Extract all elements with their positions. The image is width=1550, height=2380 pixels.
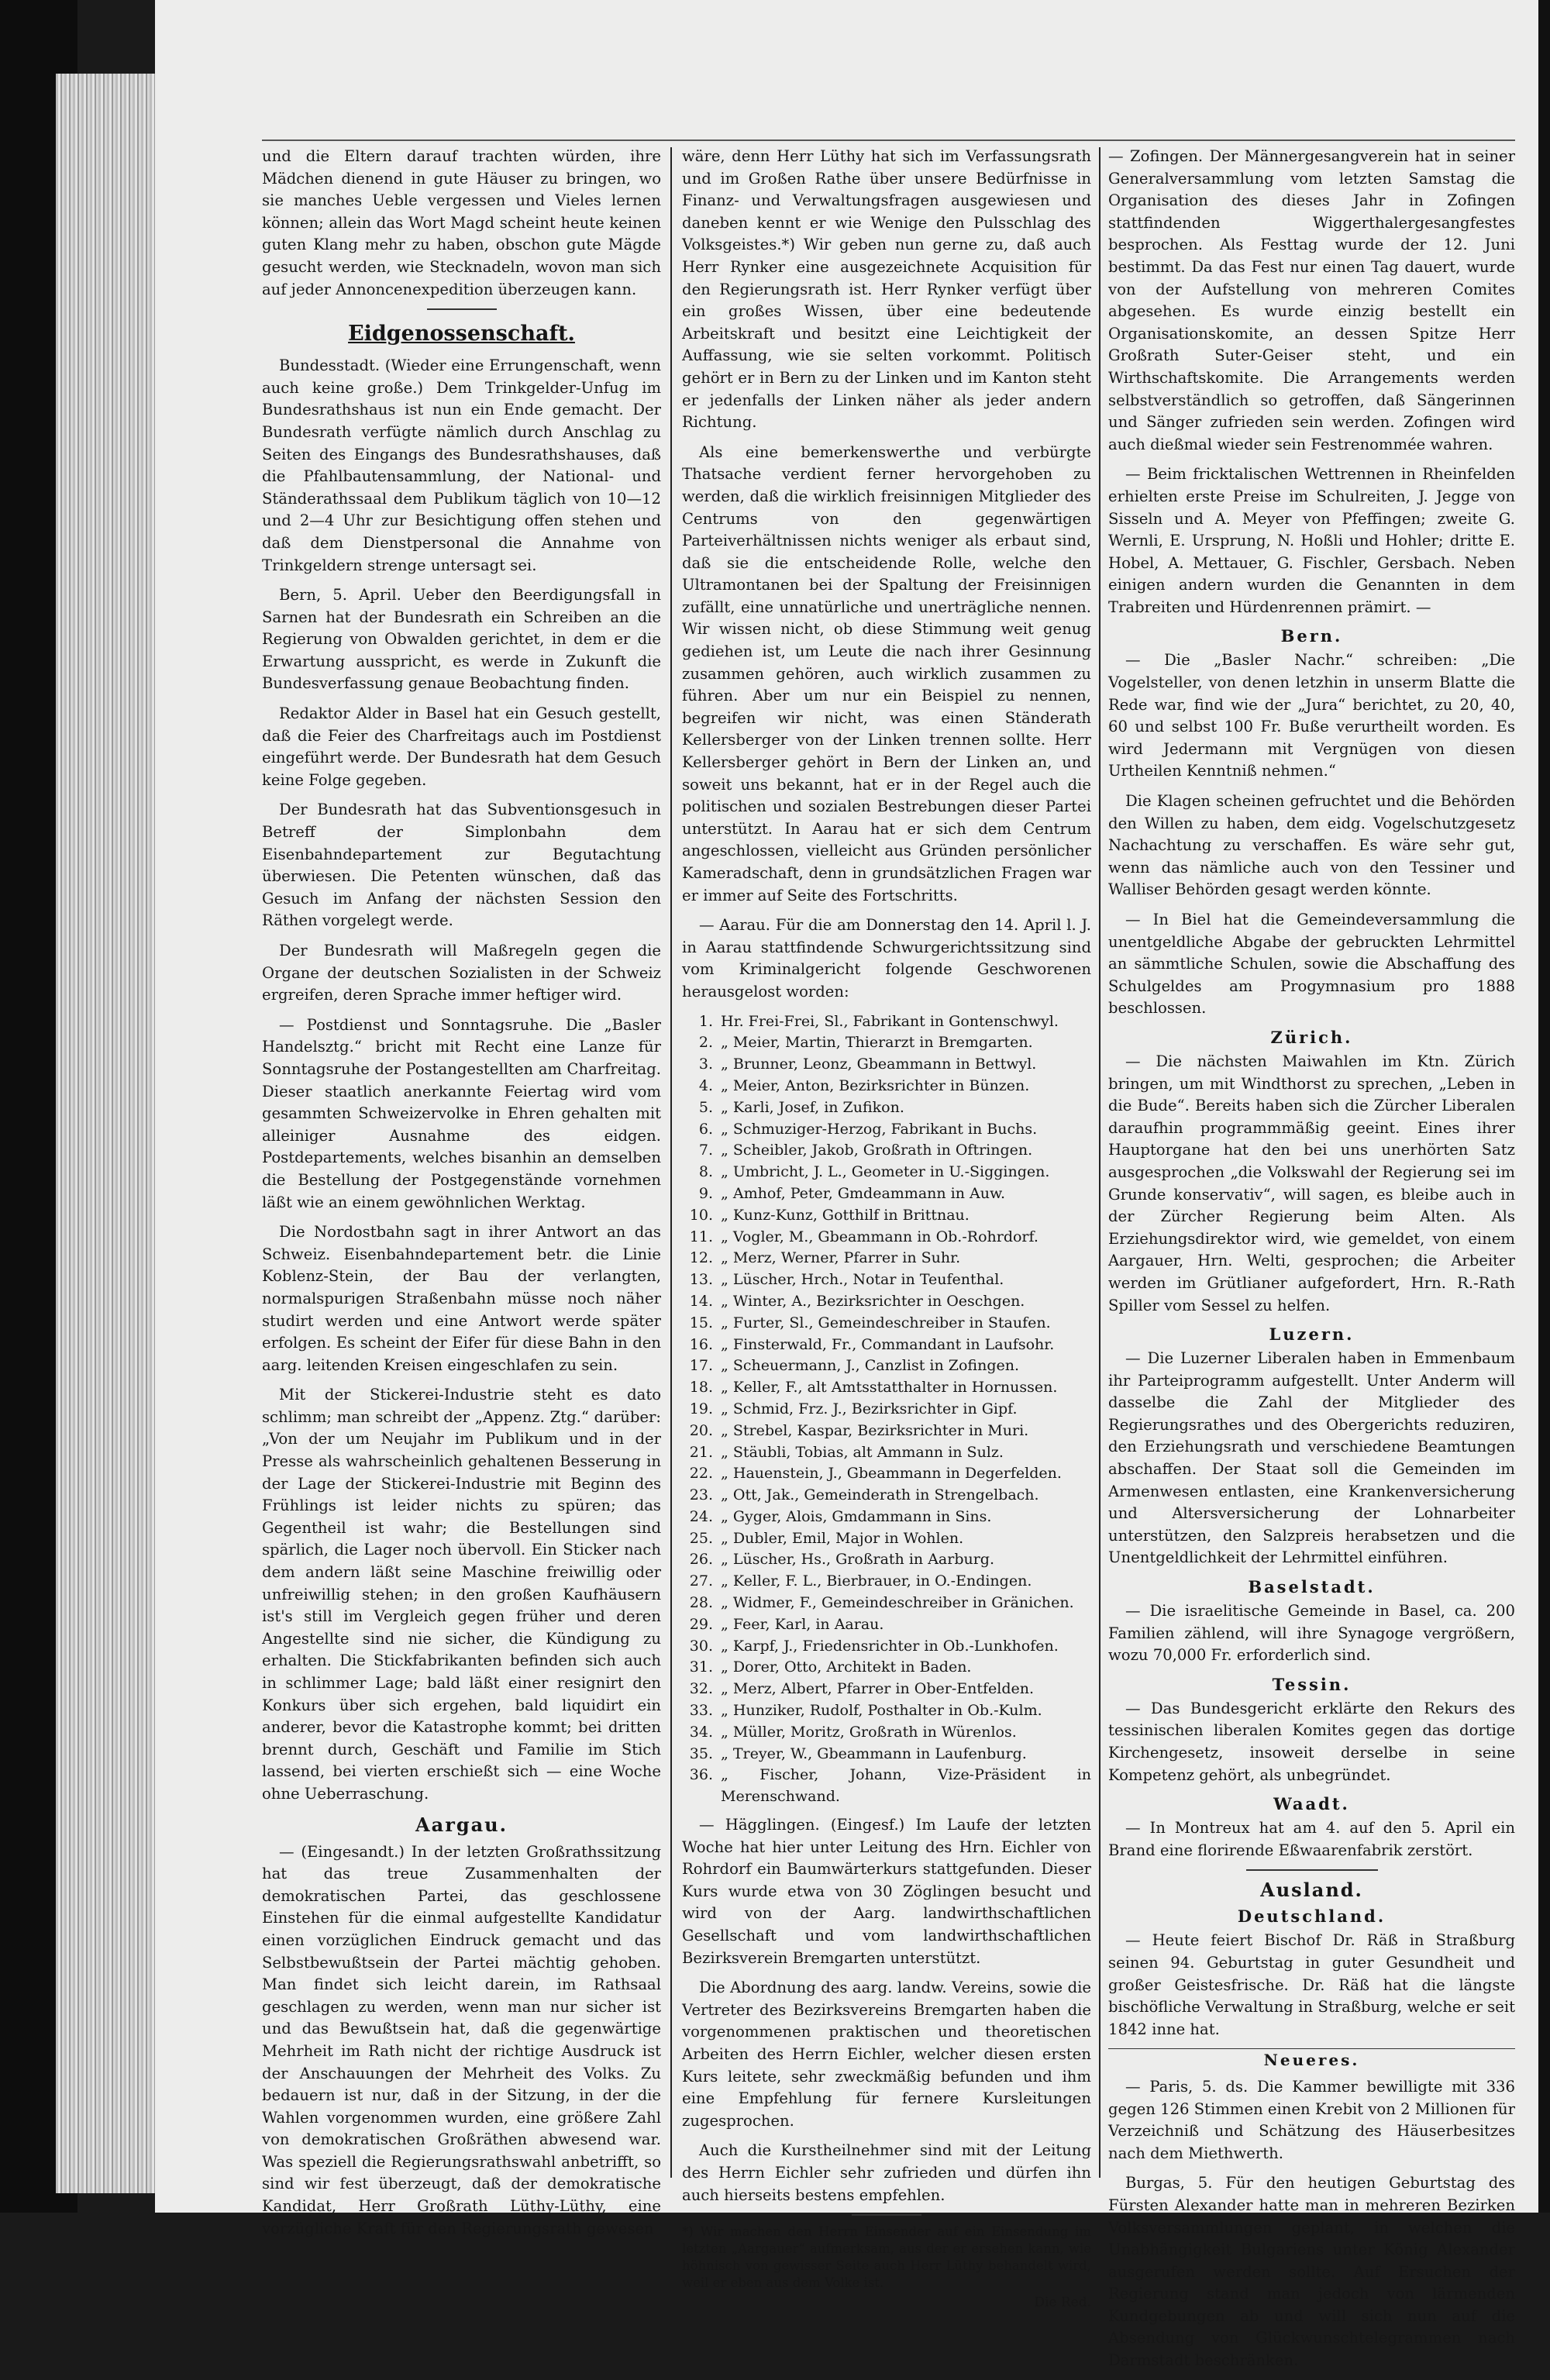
article-zofingen: — Zofingen. Der Männergesangverein hat in seiner Generalversammlung vom letzten Samstag die Organisation des dieses Jahr in Zofingen stattfindenden Wiggerthalergesangfestes besprochen. Als Festtag wurde der 12. Juni bestimmt. Da das Fest nur einen Tag dauert, wurde von der Aufstellung von mehreren Comites abgesehen. Es wurde einzig bestellt ein Organisationskomite, an dessen Spitze Herr Großrath Suter-Geiser steht, und ein Wirthschaftskomite. Die Arrangements werden selbstverständlich so getroffen, daß Sängerinnen und Sänger zufrieden sein werden. Zofingen wird auch dießmal wieder sein Festrenommée wahren.	[1108, 147, 1515, 453]
juror-number: 10.	[689, 1206, 713, 1224]
juror-name: „ Merz, Werner, Pfarrer in Suhr.	[721, 1249, 961, 1267]
juror-name: „ Kunz-Kunz, Gotthilf in Brittnau.	[721, 1206, 970, 1224]
juror-name: „ Finsterwald, Fr., Commandant in Laufsohr.	[721, 1335, 1055, 1353]
article-aarau: — Aarau. Für die am Donnerstag den 14. April l. J. in Aarau stattfindende Schwurgerichtssitzung sind vom Kriminalgericht folgende Geschworenen herausgelost worden:	[682, 916, 1091, 1001]
juror-name: „ Fischer, Johann, Vize-Präsident in Merenschwand.	[721, 1766, 1091, 1806]
juror-number: 5.	[698, 1098, 713, 1116]
column-rule-2	[1099, 147, 1100, 2178]
footnote: *) Wir machen den Herrn Einsender auf ein Einsendung im letzten „Aargauer“ aufmerksam, aus der er ersehen kann, wie höhnisch von gewisser Seite auch Herr Lüthy behandelt wird, weil er eben aus dem Volke ist.	[682, 2224, 1091, 2291]
juror-name: „ Meier, Martin, Thierarzt in Bremgarten.	[721, 1034, 1033, 1052]
juror-entry	[682, 1162, 1091, 1183]
column-3	[1108, 146, 1515, 2380]
column-rule-1	[670, 147, 672, 2178]
section-heading-zurich: Zürich.	[1270, 1027, 1353, 1047]
juror-name: „ Karli, Josef, in Zufikon.	[721, 1098, 904, 1116]
article-wettrennen: — Beim fricktalischen Wettrennen in Rheinfelden erhielten erste Preise im Schulreiten, J. Jegge von Sisseln und A. Meyer von Pfeffingen; zweite G. Wernli, E. Ursprung, N. Hoßli und Hohler; dritte E. Hobel, A. Mettauer, G. Fischler, Gersbach. Neben einigen andern wurden die Genannten in dem Trabreiten und Hürdenrennen prämirt. —	[1108, 465, 1515, 616]
juror-name: „ Lüscher, Hs., Großrath in Aarburg.	[721, 1551, 995, 1569]
juror-name: „ Feer, Karl, in Aarau.	[721, 1615, 884, 1633]
column-1	[262, 146, 661, 2247]
article-intro: und die Eltern darauf trachten würden, ihre Mädchen dienend in gute Häuser zu bringen, wo sie manches Ueble vergessen und Vieles lernen können; allein das Wort Magd scheint heute keinen guten Klang mehr zu haben, obschon gute Mägde gesucht werden, wie Stecknadeln, wovon man sich auf jeder Annoncenexpedition überzeugen kann.	[262, 147, 661, 298]
juror-entry	[682, 1205, 1091, 1227]
article-eingesandt: — (Eingesandt.) In der letzten Großrathssitzung hat das treue Zusammenhalten der demokratischen Partei, das geschlossene Einstehen für die einmal aufgestellte Kandidatur einen vorzüglichen Eindruck gemacht und das Selbstbewußtsein der Partei mächtig gehoben. Man findet sich leicht darein, im Rathsaal geschlagen zu werden, wenn man nur sicher ist und das Bewußtsein hat, daß die gegenwärtige Mehrheit im Rath nicht der richtige Ausdruck ist der Anschauungen der Mehrheit des Volks. Zu bedauern ist nur, daß in der Sitzung, in der die Wahlen vorgenommen wurden, eine größere Zahl von demokratischen Großräthen abwesend war. Was speziell die Regierungsrathswahl anbetrifft, so sind wir fest überzeugt, daß der demokratische Kandidat, Herr Großrath Lüthy-Lüthy, eine vorzügliche Kraft für den Regierungsrath gewesen	[262, 1842, 661, 2237]
juror-number: 17.	[689, 1357, 713, 1375]
juror-number: 26.	[689, 1551, 713, 1569]
juror-entry	[682, 1614, 1091, 1636]
article-abordnung: Die Abordnung des aarg. landw. Vereins, sowie die Vertreter des Bezirksvereins Bremgarten haben die vorgenommenen praktischen und theoretischen Arbeiten des Herrn Eichler, welcher diesen ersten Kurs leitete, sehr zweckmäßig befunden und ihm eine Empfehlung für fernere Kursleitungen zugesprochen.	[682, 1979, 1091, 2130]
juror-entry	[682, 1011, 1091, 1033]
juror-name: „ Scheuermann, J., Canzlist in Zofingen.	[721, 1357, 1020, 1375]
article-hagglingen: — Hägglingen. (Eingesf.) Im Laufe der letzten Woche hat hier unter Leitung des Hrn. Eichler von Rohrdorf ein Baumwärterkurs stattgefunden. Dieser Kurs wurde etwa von 30 Zöglingen besucht und wird von der Aarg. landwirthschaftlichen Gesellschaft und vom landwirthschaftlichen Bezirksverein Bremgarten unterstützt.	[682, 1816, 1091, 1967]
juror-name: „ Treyer, W., Gbeammann in Laufenburg.	[721, 1745, 1027, 1762]
juror-name: „ Gyger, Alois, Gmdammann in Sins.	[721, 1507, 992, 1525]
column-2	[682, 146, 1091, 2314]
juror-number: 20.	[689, 1421, 713, 1439]
juror-number: 12.	[689, 1249, 713, 1267]
juror-entry	[682, 1269, 1091, 1291]
juror-entry	[682, 1700, 1091, 1722]
section-heading-eidgenossenschaft: Eidgenossenschaft.	[348, 322, 575, 346]
juror-name: „ Müller, Moritz, Großrath in Würenlos.	[721, 1723, 1017, 1741]
article-montreux: — In Montreux hat am 4. auf den 5. April ein Brand eine florirende Eßwaarenfabrik zerstört.	[1108, 1819, 1515, 1859]
juror-number: 16.	[689, 1335, 713, 1353]
juror-number: 34.	[689, 1723, 713, 1741]
juror-entry	[682, 1765, 1091, 1808]
juror-name: „ Stäubli, Tobias, alt Ammann in Sulz.	[721, 1443, 1004, 1461]
section-heading-luzern: Luzern.	[1269, 1324, 1355, 1345]
page-stack-edge	[56, 74, 157, 2193]
article-stickerei: Mit der Stickerei-Industrie steht es dato schlimm; man schreibt der „Appenz. Ztg.“ darüber: „Von der um Neujahr im Publikum und in der Presse als wahrscheinlich gehaltenen Besserung in der Lage der Stickerei-Industrie mit Beginn des Frühlings ist leider nichts zu spüren; das Gegentheil ist wahr; die Bestellungen sind spärlich, die Lager noch übervoll. Ein Sticker nach dem andern läßt seine Maschine freiwillig oder unfreiwillig stehen; in den großen Kaufhäusern ist's still im Vergleich gegen früher und deren Angestellte sind nie sicher, die Kündigung zu erhalten. Die Stickfabrikanten befinden sich auch in schlimmer Lage; bald läßt einer resignirt den Konkurs über sich ergehen, bald liquidirt ein anderer, bevor die Katastrophe kommt; bei dritten brennt durch, Geschäft und Familie im Stich lassend, bei vierten erschießt sich — eine Woche ohne Ueberraschung.	[262, 1386, 661, 1803]
juror-entry	[682, 1248, 1091, 1269]
section-heading-aargau: Aargau.	[415, 1813, 508, 1836]
article-thatsache: Als eine bemerkenswerthe und verbürgte Thatsache verdient ferner hervorgehoben zu werden, daß die wirklich freisinnigen Mitglieder des Centrums von den gegenwärtigen Parteiverhältnissen nichts weniger als erbaut sind, daß sie die entscheidende Rolle, welche den Ultramontanen bei der Spaltung der Freisinnigen zufällt, eine unnatürliche und unerträgliche nennen. Wir wissen nicht, ob diese Stimmung weit genug gediehen ist, um Leute die nach ihrer Gesinnung zusammen gehören, auch wirklich zusammen zu führen. Aber um nur ein Beispiel zu nennen, begreifen wir nicht, was einen Ständerath Kellersberger von der Linken trennen sollte. Herr Kellersberger gehört in Bern der Linken an, und soweit uns bekannt, hat er in der Regel auch die politischen und sozialen Bestrebungen dieser Partei unterstützt. In Aarau hat er sich dem Centrum angeschlossen, vielleicht aus Gründen persönlicher Kameradschaft, denn in grundsätzlichen Fragen war er immer auf Seite des Fortschritts.	[682, 443, 1091, 904]
juror-name: „ Schmid, Frz. J., Bezirksrichter in Gipf.	[721, 1400, 1018, 1417]
juror-entry	[682, 1313, 1091, 1335]
juror-entry	[682, 1485, 1091, 1507]
juror-number: 15.	[689, 1314, 713, 1331]
juror-name: „ Hauenstein, J., Gbeammann in Degerfelden.	[721, 1465, 1062, 1483]
juror-list	[682, 1011, 1091, 1808]
juror-entry	[682, 1507, 1091, 1528]
juror-name: „ Dubler, Emil, Major in Wohlen.	[721, 1529, 964, 1547]
section-heading-deutschland: Deutschland.	[1237, 1906, 1386, 1927]
article-burgas: Burgas, 5. Für den heutigen Geburtstag des Fürsten Alexander hatte man in mehreren Bezirken Volksversammlungen geplant, in welchen die Unabhängigkeit Bulgariens unter König Alexander ausgerufen werden sollte. Auf Ersuchen der Regierung stand man jedoch von lärmenden Kundgebungen ab und will sich nun auf die Absendung von Glückwunschtelegrammen nach Darmstadt beschränken.	[1108, 2174, 1515, 2370]
juror-name: „ Scheibler, Jakob, Großrath in Oftringen.	[721, 1142, 1033, 1159]
article-nordostbahn: Die Nordostbahn sagt in ihrer Antwort an das Schweiz. Eisenbahndepartement betr. die Linie Koblenz-Stein, der Bau der verlangten, normalspurigen Straßenbahn müsse noch näher studirt werden und eine Antwort werde später erfolgen. Es scheint der Eifer für diese Bahn in den aarg. leitenden Kreisen eingeschlafen zu sein.	[262, 1223, 661, 1374]
juror-name: „ Merz, Albert, Pfarrer in Ober-Entfelden.	[721, 1680, 1035, 1698]
juror-entry	[682, 1744, 1091, 1765]
article-simplon: Der Bundesrath hat das Subventionsgesuch in Betreff der Simplonbahn dem Eisenbahndepartement zur Begutachtung überwiesen. Die Petenten wünschen, daß das Gesuch im Anfang der nächsten Session den Räthen vorgelegt werde.	[262, 801, 661, 930]
juror-entry	[682, 1421, 1091, 1442]
juror-entry	[682, 1076, 1091, 1097]
juror-name: „ Dorer, Otto, Architekt in Baden.	[721, 1658, 972, 1676]
juror-entry	[682, 1377, 1091, 1399]
juror-number: 29.	[689, 1615, 713, 1633]
juror-name: „ Umbricht, J. L., Geometer in U.-Siggingen.	[721, 1163, 1050, 1181]
juror-entry	[682, 1399, 1091, 1421]
juror-entry	[682, 1442, 1091, 1464]
juror-name: „ Winter, A., Bezirksrichter in Oeschgen.	[721, 1292, 1025, 1310]
juror-name: Hr. Frei-Frei, Sl., Fabrikant in Gontenschwyl.	[721, 1012, 1059, 1030]
juror-number: 18.	[689, 1379, 713, 1397]
juror-number: 27.	[689, 1572, 713, 1590]
juror-entry	[682, 1054, 1091, 1076]
juror-number: 30.	[689, 1637, 713, 1655]
article-bundesstadt: Bundesstadt. (Wieder eine Errungenschaft, wenn auch keine große.) Dem Trinkgelder-Unfug im Bundesrathshaus ist nun ein Ende gemacht. Der Bundesrath verfügte nämlich durch Anschlag zu Seiten des Eingangs des Bundesrathshauses, daß die Pfahlbautensammlung, der National- und Ständerathssaal dem Publikum täglich von 10—12 und 2—4 Uhr zur Besichtigung offen stehen und daß dem Dienstpersonal die Annahme von Trinkgeldern strenge untersagt sei.	[262, 356, 661, 574]
article-tessin: — Das Bundesgericht erklärte den Rekurs des tessinischen liberalen Komites gegen das dortige Kirchengesetz, insoweit derselbe in seine Kompetenz gehört, als unbegründet.	[1108, 1699, 1515, 1784]
juror-entry	[682, 1463, 1091, 1485]
juror-number: 3.	[698, 1056, 713, 1073]
juror-number: 24.	[689, 1507, 713, 1525]
juror-number: 13.	[689, 1271, 713, 1289]
article-paris: — Paris, 5. ds. Die Kammer bewilligte mit 336 gegen 126 Stimmen einen Krebit von 2 Millionen für Verzeichniß und Schätzung des Häuserbesitzes nach dem Miethwerth.	[1108, 2077, 1515, 2162]
juror-number: 32.	[689, 1680, 713, 1698]
juror-name: „ Keller, F., alt Amtsstatthalter in Hornussen.	[721, 1379, 1058, 1397]
article-klagen: Die Klagen scheinen gefruchtet und die Behörden den Willen zu haben, dem eidg. Vogelschutzgesetz Nachachtung zu verschaffen. Es wäre sehr gut, wenn das nämliche auch von den Tessiner und Walliser Behörden gesagt werden könnte.	[1108, 792, 1515, 899]
juror-name: „ Widmer, F., Gemeindeschreiber in Gränichen.	[721, 1594, 1074, 1612]
juror-number: 7.	[698, 1142, 713, 1159]
section-heading-ausland: Ausland.	[1260, 1879, 1363, 1902]
juror-number: 6.	[698, 1120, 713, 1138]
juror-entry	[682, 1722, 1091, 1744]
juror-entry	[682, 1097, 1091, 1119]
section-heading-neueres: Neueres.	[1108, 2048, 1515, 2072]
juror-entry	[682, 1119, 1091, 1141]
juror-number: 35.	[689, 1745, 713, 1762]
juror-entry	[682, 1183, 1091, 1205]
juror-name: „ Lüscher, Hrch., Notar in Teufenthal.	[721, 1271, 1004, 1289]
article-basel: — Die israelitische Gemeinde in Basel, ca. 200 Familien zählend, will ihre Synagoge vergrößern, wozu 70,000 Fr. erforderlich sind.	[1108, 1602, 1515, 1665]
section-heading-waadt: Waadt.	[1273, 1794, 1350, 1814]
article-basler-nachr: — Die „Basler Nachr.“ schreiben: „Die Vogelsteller, von denen letzhin in unserm Blatte die Rede war, find wie der „Jura“ berichtet, zu 20, 40, 60 und selbst 100 Fr. Buße verurtheilt worden. Es wird Jedermann mit Vergnügen von diesen Urtheilen Kenntniß nehmen.“	[1108, 651, 1515, 780]
article-luzern: — Die Luzerner Liberalen haben in Emmenbaum ihr Parteiprogramm aufgestellt. Unter Anderm will dasselbe die Zahl der Mitglieder des Regierungsrathes und des Obergerichts reduziren, den Erziehungsrath und verschiedene Beamtungen abschaffen. Der Staat soll die Gemeinden im Armenwesen entlasten, eine Krankenversicherung und Altersversicherung der Lohnarbeiter unterstützen, den Salzpreis herabsetzen und die Unentgeldlichkeit der Lehrmittel einführen.	[1108, 1349, 1515, 1567]
article-maiwahlen: — Die nächsten Maiwahlen im Ktn. Zürich bringen, um mit Windthorst zu sprechen, „Leben in die Bude“. Bereits haben sich die Zürcher Liberalen daraufhin programmmäßig geeint. Eines ihrer Hauptorgane hat den bei uns unerhörten Satz ausgesprochen „die Volkswahl der Regierung sei im Grunde konservativ“, will sagen, es bleibe auch in der Zürcher Regierung beim Alten. Als Erziehungsdirektor wird, wie gemeldet, von einem Aargauer, Hrn. Welti, gesprochen; die Arbeiter werden im Grütlianer aufgefordert, Hrn. R.-Rath Spiller vom Sessel zu helfen.	[1108, 1052, 1515, 1314]
juror-name: „ Amhof, Peter, Gmdeammann in Auw.	[721, 1184, 1006, 1202]
juror-name: „ Keller, F. L., Bierbrauer, in O.-Endingen.	[721, 1572, 1032, 1590]
juror-number: 36.	[689, 1766, 713, 1784]
juror-number: 8.	[698, 1163, 713, 1181]
juror-number: 9.	[698, 1184, 713, 1202]
juror-name: „ Schmuziger-Herzog, Fabrikant in Buchs.	[721, 1120, 1038, 1138]
juror-entry	[682, 1227, 1091, 1249]
juror-number: 23.	[689, 1486, 713, 1504]
juror-name: „ Vogler, M., Gbeammann in Ob.-Rohrdorf.	[721, 1228, 1038, 1245]
juror-entry	[682, 1679, 1091, 1700]
juror-entry	[682, 1032, 1091, 1054]
article-kursteilnehmer: Auch die Kurstheilnehmer sind mit der Leitung des Herrn Eichler sehr zufrieden und dürfen ihn auch hierseits bestens empfehlen.	[682, 2141, 1091, 2204]
juror-number: 14.	[689, 1292, 713, 1310]
juror-entry	[682, 1291, 1091, 1313]
juror-entry	[682, 1140, 1091, 1162]
juror-number: 19.	[689, 1400, 713, 1417]
scan-border-right	[1538, 0, 1550, 2213]
juror-entry	[682, 1335, 1091, 1356]
article-alder: Redaktor Alder in Basel hat ein Gesuch gestellt, daß die Feier des Charfreitags auch im Postdienst eingeführt werde. Der Bundesrath hat dem Gesuch keine Folge gegeben.	[262, 704, 661, 789]
juror-name: „ Furter, Sl., Gemeindeschreiber in Staufen.	[721, 1314, 1051, 1331]
juror-name: „ Karpf, J., Friedensrichter in Ob.-Lunkhofen.	[721, 1637, 1059, 1655]
juror-number: 22.	[689, 1465, 713, 1483]
juror-name: „ Brunner, Leonz, Gbeammann in Bettwyl.	[721, 1056, 1037, 1073]
article-massregeln: Der Bundesrath will Maßregeln gegen die Organe der deutschen Sozialisten in der Schweiz ergreifen, deren Sprache immer heftiger wird.	[262, 942, 661, 1004]
section-heading-baselstadt: Baselstadt.	[1248, 1577, 1376, 1597]
juror-name: „ Ott, Jak., Gemeinderath in Strengelbach.	[721, 1486, 1039, 1504]
juror-number: 1.	[698, 1012, 713, 1030]
juror-number: 21.	[689, 1443, 713, 1461]
article-bern-5-april: Bern, 5. April. Ueber den Beerdigungsfall in Sarnen hat der Bundesrath ein Schreiben an die Regierung von Obwalden gerichtet, in dem er die Erwartung ausspricht, es werde in Zukunft die Bundesverfassung genaue Beobachtung finden.	[262, 586, 661, 693]
divider	[852, 2214, 921, 2216]
juror-number: 2.	[698, 1034, 713, 1052]
juror-number: 4.	[698, 1076, 713, 1094]
top-rule	[262, 139, 1515, 141]
divider	[1246, 1869, 1378, 1871]
juror-entry	[682, 1657, 1091, 1679]
article-strassburg: — Heute feiert Bischof Dr. Räß in Straßburg seinen 94. Geburtstag in guter Gesundheit und großer Geistesfrische. Dr. Räß hat die längste bischöfliche Verwaltung in Straßburg, welche er seit 1842 inne hat.	[1108, 1931, 1515, 2038]
article-biel: — In Biel hat die Gemeindeversammlung die unentgeldliche Abgabe der gebruckten Lehrmittel an sämmtliche Schulen, sowie die Abschaffung des Schulgeldes am Progymnasium pro 1888 beschlossen.	[1108, 911, 1515, 1018]
footnote-signature: Die Red.	[1034, 2295, 1091, 2311]
juror-number: 11.	[689, 1228, 713, 1245]
article-continuation: wäre, denn Herr Lüthy hat sich im Verfassungsrath und im Großen Rathe über unsere Bedürfnisse in Finanz- und Verwaltungsfragen ausgewiesen und daneben kennt er wie Wenige den Pulsschlag des Volksgeistes.*) Wir geben nun gerne zu, daß auch Herr Rynker eine ausgezeichnete Acquisition für den Regierungsrath ist. Herr Rynker verfügt über ein großes Wissen, über eine bedeutende Arbeitskraft und besitzt eine Leichtigkeit der Auffassung, wie sie selten vorkommt. Politisch gehört er in Bern zu der Linken und im Kanton steht er jedenfalls der Linken näher als jeder andern Richtung.	[682, 147, 1091, 432]
juror-name: „ Hunziker, Rudolf, Posthalter in Ob.-Kulm.	[721, 1702, 1042, 1720]
divider	[427, 308, 497, 310]
juror-entry	[682, 1355, 1091, 1377]
juror-number: 25.	[689, 1529, 713, 1547]
juror-entry	[682, 1549, 1091, 1571]
section-heading-bern: Bern.	[1280, 626, 1343, 646]
juror-name: „ Meier, Anton, Bezirksrichter in Bünzen.	[721, 1076, 1030, 1094]
juror-number: 33.	[689, 1702, 713, 1720]
section-heading-tessin: Tessin.	[1272, 1674, 1352, 1694]
juror-number: 31.	[689, 1658, 713, 1676]
juror-entry	[682, 1571, 1091, 1593]
juror-number: 28.	[689, 1594, 713, 1612]
juror-entry	[682, 1528, 1091, 1550]
article-postdienst: — Postdienst und Sonntagsruhe. Die „Basler Handelsztg.“ bricht mit Recht eine Lanze für Sonntagsruhe der Postangestellten am Charfreitag. Dieser staatlich anerkannte Feiertag wird vom gesammten Schweizervolke in Ehren gehalten mit alleiniger Ausnahme des eidgen. Postdepartements, welches bisanhin an demselben die Bestellung der Postgegenstände vornehmen läßt wie an einem gewöhnlichen Werktag.	[262, 1015, 661, 1211]
juror-entry	[682, 1593, 1091, 1614]
juror-entry	[682, 1636, 1091, 1658]
juror-name: „ Strebel, Kaspar, Bezirksrichter in Muri.	[721, 1421, 1029, 1439]
